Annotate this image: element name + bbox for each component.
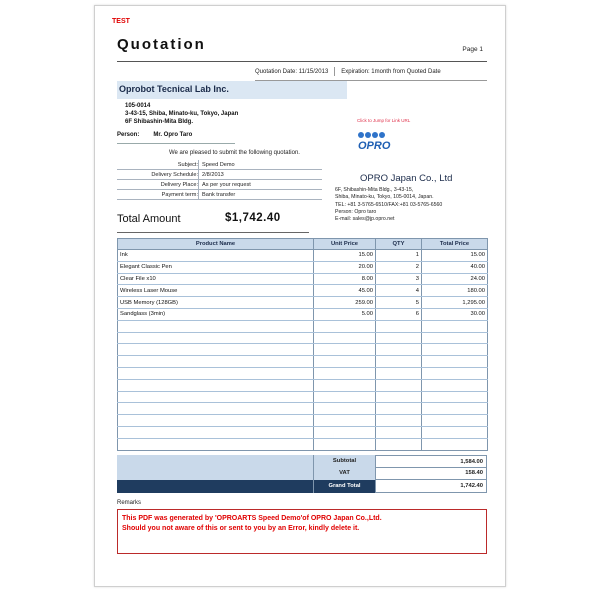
cell-unit-price bbox=[314, 332, 376, 344]
cell-total-price bbox=[422, 438, 488, 450]
cell-total-price: 30.00 bbox=[422, 308, 488, 320]
vendor-address-line: Person: Opro taro bbox=[335, 208, 377, 215]
cell-qty: 5 bbox=[376, 297, 422, 309]
info-divider bbox=[198, 190, 199, 200]
items-table bbox=[117, 238, 488, 451]
table-row bbox=[118, 367, 488, 379]
info-value: As per your request bbox=[202, 182, 251, 188]
info-divider bbox=[198, 170, 199, 180]
meta-separator bbox=[334, 67, 335, 76]
info-divider bbox=[198, 180, 199, 190]
cell-unit-price bbox=[314, 415, 376, 427]
cell-unit-price: 5.00 bbox=[314, 308, 376, 320]
cell-product-name bbox=[118, 379, 314, 391]
client-name: Oprobot Tecnical Lab Inc. bbox=[117, 81, 347, 99]
table-row bbox=[118, 297, 488, 309]
grand-total-row bbox=[117, 480, 487, 493]
grand-total-value: 1,742.40 bbox=[375, 480, 487, 493]
cell-qty bbox=[376, 391, 422, 403]
cell-total-price bbox=[422, 379, 488, 391]
vat-value: 158.40 bbox=[375, 468, 487, 481]
client-person-name: Mr. Opro Taro bbox=[153, 132, 193, 138]
column-header-product: Product Name bbox=[118, 239, 314, 250]
table-row bbox=[118, 273, 488, 285]
cell-unit-price bbox=[314, 391, 376, 403]
table-row bbox=[118, 438, 488, 450]
cell-total-price bbox=[422, 344, 488, 356]
cell-qty: 4 bbox=[376, 285, 422, 297]
quotation-meta bbox=[255, 67, 441, 76]
info-label: Payment term: bbox=[161, 192, 198, 198]
table-header-row bbox=[118, 239, 488, 250]
cell-total-price bbox=[422, 367, 488, 379]
cell-total-price: 180.00 bbox=[422, 285, 488, 297]
remarks-line-1: This PDF was generated by 'OPROARTS Speed Demo'of OPRO Japan Co.,Ltd. bbox=[122, 515, 382, 522]
cell-qty bbox=[376, 356, 422, 368]
cell-unit-price: 8.00 bbox=[314, 273, 376, 285]
cell-qty bbox=[376, 426, 422, 438]
summary-fill bbox=[117, 480, 313, 493]
document-title: Quotation bbox=[117, 36, 206, 53]
opro-logo bbox=[358, 132, 391, 158]
cell-product-name: Sandglass (3min) bbox=[118, 308, 314, 320]
vendor-name: OPRO Japan Co., Ltd bbox=[360, 173, 453, 184]
table-row bbox=[118, 403, 488, 415]
cell-total-price: 1,295.00 bbox=[422, 297, 488, 309]
expiration: Expiration: 1month from Quoted Date bbox=[341, 69, 441, 76]
logo-dot-icon bbox=[372, 132, 378, 138]
cell-qty bbox=[376, 438, 422, 450]
total-amount-label: Total Amount bbox=[117, 213, 181, 225]
table-row bbox=[118, 320, 488, 332]
remarks-box bbox=[117, 509, 487, 554]
subtotal-value: 1,584.00 bbox=[375, 455, 487, 468]
cell-product-name: Clear File x10 bbox=[118, 273, 314, 285]
quotation-date: Quotation Date: 11/15/2013 bbox=[255, 69, 329, 76]
total-divider bbox=[117, 232, 309, 233]
cell-product-name bbox=[118, 320, 314, 332]
table-row bbox=[118, 344, 488, 356]
summary-block bbox=[117, 455, 487, 493]
cell-unit-price bbox=[314, 320, 376, 332]
cell-qty: 1 bbox=[376, 250, 422, 262]
logo-dot-icon bbox=[379, 132, 385, 138]
title-divider bbox=[117, 61, 487, 62]
grand-total-label: Grand Total bbox=[313, 480, 375, 493]
column-header-total-price: Total Price bbox=[422, 239, 488, 250]
cell-unit-price bbox=[314, 438, 376, 450]
cell-unit-price: 15.00 bbox=[314, 250, 376, 262]
cell-unit-price: 20.00 bbox=[314, 261, 376, 273]
table-row bbox=[118, 356, 488, 368]
table-row bbox=[118, 379, 488, 391]
info-label: Delivery Schedule: bbox=[151, 172, 198, 178]
info-row bbox=[117, 170, 322, 180]
cell-total-price: 15.00 bbox=[422, 250, 488, 262]
info-label: Delivery Place: bbox=[160, 182, 198, 188]
summary-fill bbox=[117, 455, 313, 468]
remarks-title: Remarks bbox=[117, 500, 142, 506]
table-row bbox=[118, 426, 488, 438]
items-table-body bbox=[118, 250, 488, 451]
client-address-line-1: 3-43-15, Shiba, Minato-ku, Tokyo, Japan bbox=[125, 111, 239, 117]
cell-total-price bbox=[422, 426, 488, 438]
info-row bbox=[117, 190, 322, 200]
cell-unit-price bbox=[314, 426, 376, 438]
cell-product-name bbox=[118, 344, 314, 356]
cell-product-name bbox=[118, 426, 314, 438]
cell-product-name bbox=[118, 415, 314, 427]
summary-fill bbox=[117, 468, 313, 481]
cell-total-price bbox=[422, 415, 488, 427]
cell-unit-price: 45.00 bbox=[314, 285, 376, 297]
cell-total-price bbox=[422, 332, 488, 344]
cell-product-name: Ink bbox=[118, 250, 314, 262]
cell-product-name bbox=[118, 391, 314, 403]
cell-qty bbox=[376, 320, 422, 332]
client-address bbox=[125, 102, 238, 126]
cell-qty: 2 bbox=[376, 261, 422, 273]
cell-qty: 6 bbox=[376, 308, 422, 320]
cell-total-price: 40.00 bbox=[422, 261, 488, 273]
vendor-address-line: Shiba, Minato-ku, Tokyo, 105-0014, Japan. bbox=[335, 194, 434, 201]
cell-qty bbox=[376, 415, 422, 427]
column-header-qty: QTY bbox=[376, 239, 422, 250]
vendor-address-line: TEL: +81 3-5765-6510/FAX:+81 03-5765-6560 bbox=[335, 201, 443, 208]
cell-unit-price bbox=[314, 403, 376, 415]
logo-wordmark: OPRO bbox=[358, 140, 391, 152]
info-label: Subject: bbox=[177, 162, 198, 168]
vendor-email: E-mail: sales@jp.opro.net bbox=[335, 216, 395, 223]
table-row bbox=[118, 261, 488, 273]
logo-dot-icon bbox=[365, 132, 371, 138]
table-row bbox=[118, 391, 488, 403]
info-row bbox=[117, 160, 322, 170]
table-row bbox=[118, 250, 488, 262]
cell-qty bbox=[376, 403, 422, 415]
cell-qty bbox=[376, 379, 422, 391]
cell-qty bbox=[376, 332, 422, 344]
vendor-address-line: 6F, Shibashin-Mita Bldg., 3-43-15, bbox=[335, 187, 414, 193]
cell-product-name: Elegant Classic Pen bbox=[118, 261, 314, 273]
table-row bbox=[118, 285, 488, 297]
test-label: TEST bbox=[112, 18, 130, 25]
cell-total-price bbox=[422, 320, 488, 332]
cell-product-name bbox=[118, 356, 314, 368]
quotation-info bbox=[117, 160, 322, 200]
cell-product-name bbox=[118, 403, 314, 415]
cell-qty bbox=[376, 367, 422, 379]
cell-product-name bbox=[118, 332, 314, 344]
info-row bbox=[117, 180, 322, 190]
client-person bbox=[117, 132, 192, 138]
info-value: 2/8/2013 bbox=[202, 172, 224, 178]
column-header-unit-price: Unit Price bbox=[314, 239, 376, 250]
cell-unit-price bbox=[314, 344, 376, 356]
client-person-divider bbox=[117, 143, 235, 144]
intro-text: We are pleased to submit the following quotation. bbox=[169, 150, 300, 156]
page-number: Page 1 bbox=[462, 46, 483, 53]
cell-unit-price bbox=[314, 367, 376, 379]
cell-product-name: USB Memory (128GB) bbox=[118, 297, 314, 309]
cell-unit-price: 259.00 bbox=[314, 297, 376, 309]
cell-total-price bbox=[422, 403, 488, 415]
subtotal-label: Subtotal bbox=[313, 455, 375, 468]
info-divider bbox=[198, 160, 199, 170]
table-row bbox=[118, 415, 488, 427]
remarks-line-2: Should you not aware of this or sent to you by an Error, kindly delete it. bbox=[122, 525, 360, 532]
table-row bbox=[118, 308, 488, 320]
logo-dot-icon bbox=[358, 132, 364, 138]
client-postal: 105-0014 bbox=[125, 103, 151, 109]
vat-label: VAT bbox=[313, 468, 375, 481]
cell-unit-price bbox=[314, 356, 376, 368]
cell-qty bbox=[376, 344, 422, 356]
vat-row bbox=[117, 468, 487, 481]
info-value: Bank transfer bbox=[202, 192, 236, 198]
cell-product-name bbox=[118, 438, 314, 450]
cell-total-price: 24.00 bbox=[422, 273, 488, 285]
table-row bbox=[118, 332, 488, 344]
total-amount-value: $1,742.40 bbox=[225, 212, 281, 224]
cell-total-price bbox=[422, 391, 488, 403]
cell-unit-price bbox=[314, 379, 376, 391]
vendor-address bbox=[335, 187, 442, 223]
cell-qty: 3 bbox=[376, 273, 422, 285]
jump-link[interactable]: Click to Jump for Link URL bbox=[357, 118, 411, 123]
cell-product-name bbox=[118, 367, 314, 379]
info-value: Speed Demo bbox=[202, 162, 235, 168]
client-address-line-2: 6F Shibashin-Mita Bldg. bbox=[125, 119, 194, 125]
cell-product-name: Wireless Laser Mouse bbox=[118, 285, 314, 297]
cell-total-price bbox=[422, 356, 488, 368]
subtotal-row bbox=[117, 455, 487, 468]
client-person-label: Person: bbox=[117, 132, 140, 138]
quotation-page bbox=[94, 5, 506, 587]
